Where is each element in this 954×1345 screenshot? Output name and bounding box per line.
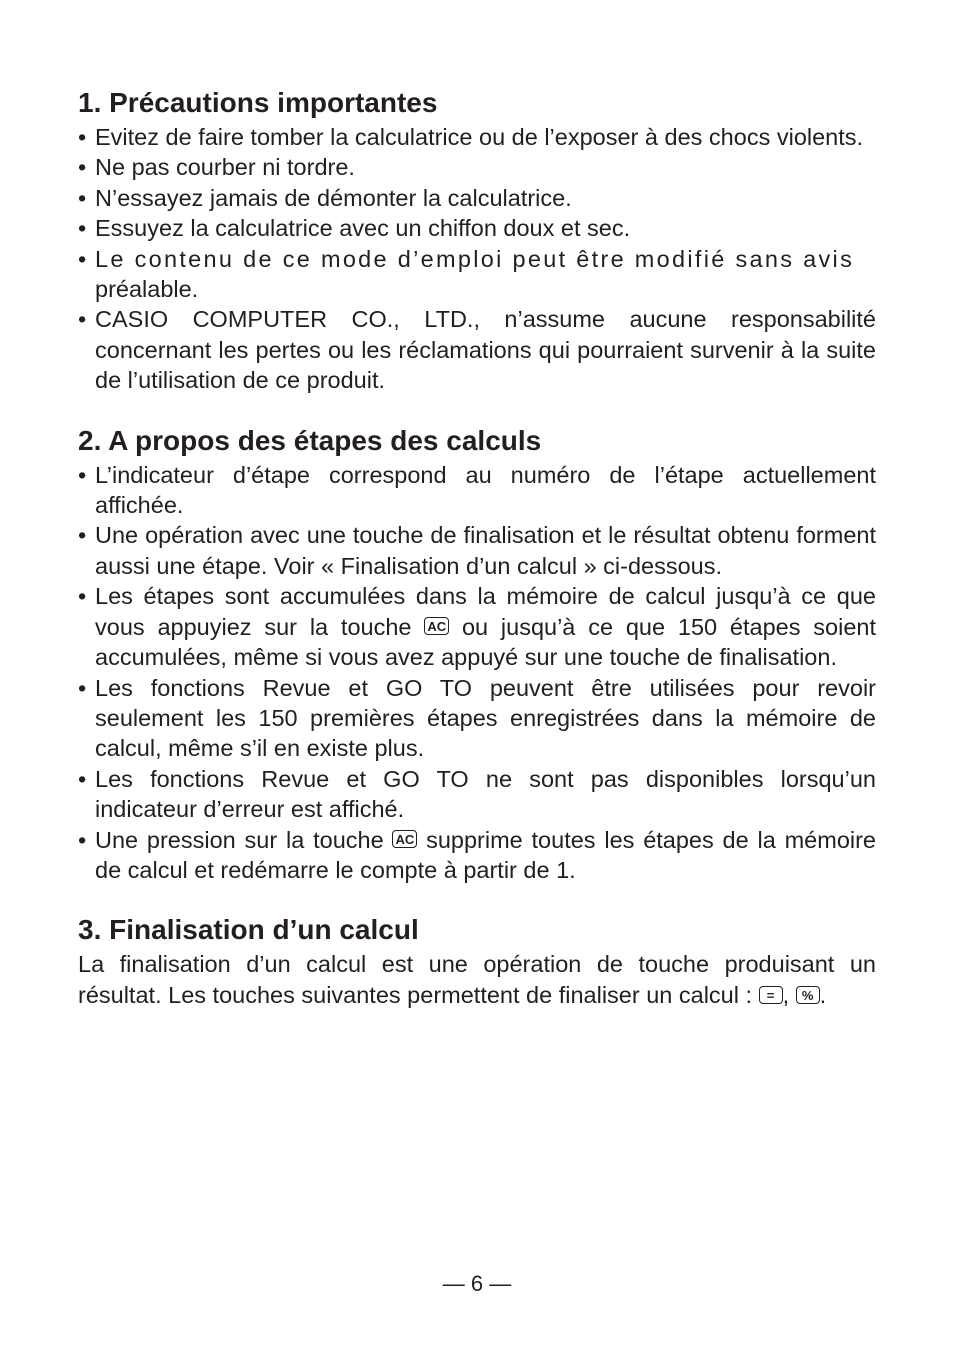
section-heading: 2. A propos des étapes des calculs: [78, 424, 542, 456]
page-content: [78, 86, 876, 1010]
finalization-paragraph: La finalisation d’un calcul est une opération de touche produisant un résultat. Les touches suivantes permettent de finaliser un calcul : = , % .: [78, 951, 876, 1008]
ac-key-icon: AC: [424, 617, 449, 635]
bullet-icon: •: [78, 154, 87, 181]
list-item: • Une pression sur la touche AC supprime toutes les étapes de la mémoire de calcul et redémarre le compte à partir de 1.: [78, 826, 877, 883]
bullet-icon: •: [78, 522, 87, 549]
bullet-icon: •: [78, 583, 87, 610]
section-calculation-steps: [78, 424, 876, 886]
list-item: • CASIO COMPUTER CO., LTD., n’assume aucune responsabilité concernant les pertes ou les réclamations qui pourraient survenir à la suite de l’utilisation de ce produit.: [78, 306, 876, 394]
list-item: • Evitez de faire tomber la calculatrice ou de l’exposer à des chocs violents.: [78, 122, 876, 152]
bullet-list: [78, 460, 876, 886]
section-precautions: [78, 86, 876, 396]
list-item: • Le contenu de ce mode d’emploi peut être modifié sans avis préalable.: [78, 245, 855, 303]
section-finalization: [78, 913, 876, 1010]
list-item: • Les étapes sont accumulées dans la mémoire de calcul jusqu’à ce que vous appuyiez sur la touche AC ou jusqu’à ce que 150 étapes soient accumulées, même si vous avez appuyé sur une touche de finalisation.: [78, 583, 876, 671]
list-item: • Les fonctions Revue et GO TO peuvent être utilisées pour revoir seulement les 150 premières étapes enregistrées dans la mémoire de calcul, même s’il en existe plus.: [78, 674, 876, 762]
percent-key-icon: %: [796, 986, 820, 1004]
list-item: • Une opération avec une touche de finalisation et le résultat obtenu forment aussi une étape. Voir « Finalisation d’un calcul » ci-dessous.: [78, 522, 876, 579]
ac-key-icon: AC: [392, 830, 417, 848]
bullet-icon: •: [78, 826, 87, 853]
bullet-icon: •: [78, 215, 87, 242]
bullet-icon: •: [78, 245, 87, 272]
bullet-icon: •: [78, 765, 87, 792]
bullet-icon: •: [78, 124, 87, 150]
list-item: • Ne pas courber ni tordre.: [78, 152, 876, 182]
bullet-list: [78, 122, 876, 396]
bullet-icon: •: [78, 184, 87, 211]
bullet-icon: •: [78, 461, 87, 488]
bullet-icon: •: [78, 674, 87, 701]
list-item: • L’indicateur d’étape correspond au numéro de l’étape actuellement affichée.: [78, 461, 876, 519]
section-heading: 3. Finalisation d’un calcul: [78, 914, 419, 946]
section-heading: 1. Précautions importantes: [78, 87, 438, 118]
equals-key-icon: =: [759, 986, 783, 1004]
list-item: • Essuyez la calculatrice avec un chiffon doux et sec.: [78, 213, 876, 243]
bullet-icon: •: [78, 306, 87, 333]
list-item: • N’essayez jamais de démonter la calculatrice.: [78, 183, 876, 213]
page-number: — 6 —: [442, 1271, 512, 1296]
list-item: • Les fonctions Revue et GO TO ne sont pas disponibles lorsqu’un indicateur d’erreur est affiché.: [78, 765, 876, 823]
